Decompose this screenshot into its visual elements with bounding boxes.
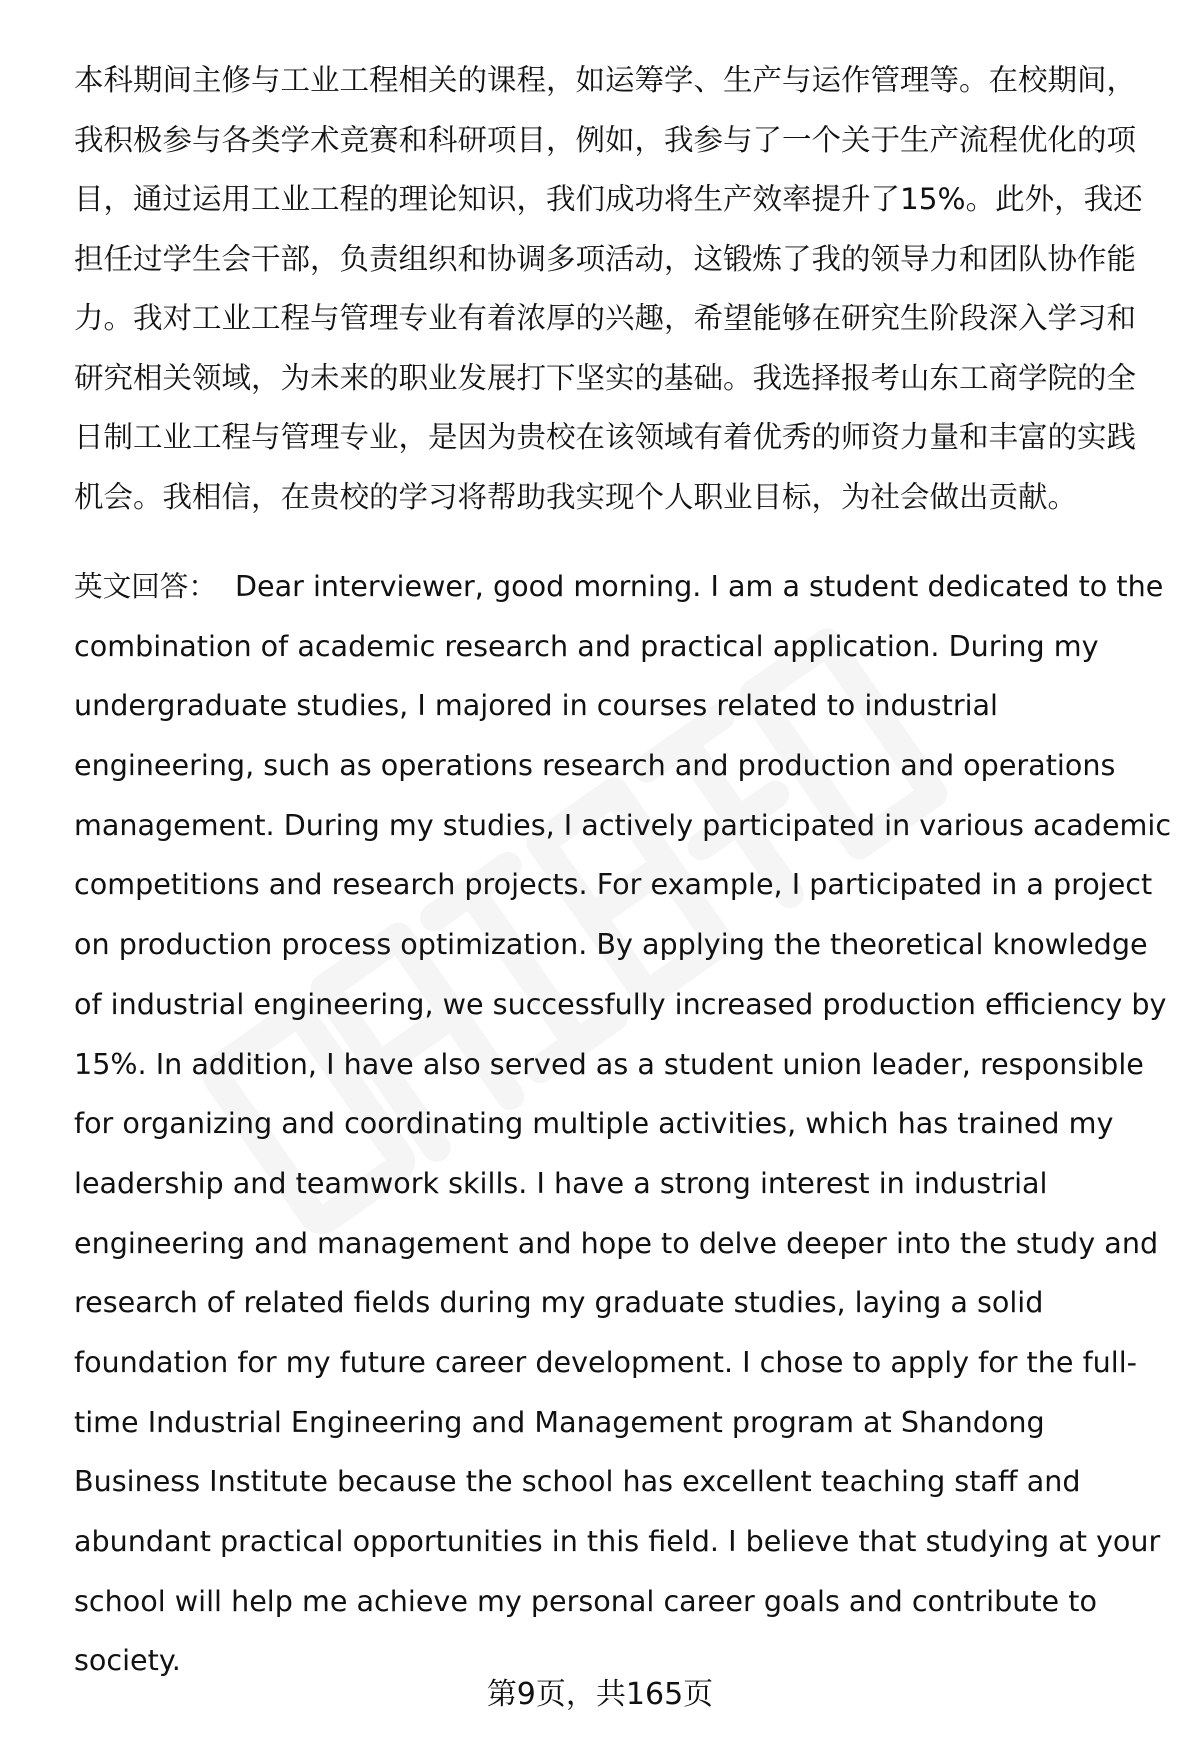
english-answer-line: research of related fields during my graduate studies, laying a solid <box>74 1285 1044 1320</box>
chinese-answer-line: 我积极参与各类学术竞赛和科研项目，例如，我参与了一个关于生产流程优化的项 <box>74 122 1137 157</box>
english-answer-line: 15%. In addition, I have also served as a student union leader, responsible <box>74 1046 1144 1081</box>
english-answer-line: engineering and management and hope to delve deeper into the study and <box>74 1225 1159 1260</box>
english-answer-line: engineering, such as operations research and production and operations <box>74 748 1116 783</box>
english-answer-line: society. <box>74 1643 181 1678</box>
english-answer-line: foundation for my future career development. I chose to apply for the full- <box>74 1344 1137 1379</box>
english-answer-label: 英文回答： <box>74 569 217 603</box>
page-indicator: 第9页，共165页 <box>486 1677 714 1712</box>
chinese-answer-paragraph <box>74 51 1156 527</box>
chinese-answer-line: 机会。我相信，在贵校的学习将帮助我实现个人职业目标，为社会做出贡献。 <box>74 479 1078 514</box>
english-answer-line: undergraduate studies, I majored in courses related to industrial <box>74 688 999 723</box>
chinese-answer-line: 目，通过运用工业工程的理论知识，我们成功将生产效率提升了15%。此外，我还 <box>74 182 1143 216</box>
english-answer-line: of industrial engineering, we successfully increased production efficiency by <box>74 986 1167 1021</box>
english-answer-line: leadership and teamwork skills. I have a strong interest in industrial <box>74 1165 1048 1200</box>
chinese-answer-line: 研究相关领域，为未来的职业发展打下坚实的基础。我选择报考山东工商学院的全 <box>74 360 1137 395</box>
chinese-answer-line: 本科期间主修与工业工程相关的课程，如运筹学、生产与运作管理等。在校期间， <box>74 63 1137 97</box>
english-answer-line: on production process optimization. By applying the theoretical knowledge <box>74 927 1148 962</box>
english-answer-paragraph <box>74 557 1172 1691</box>
english-answer-line: for organizing and coordinating multiple activities, which has trained my <box>74 1106 1114 1141</box>
chinese-answer-line: 力。我对工业工程与管理专业有着浓厚的兴趣，希望能够在研究生阶段深入学习和 <box>74 301 1137 335</box>
english-answer-line: competitions and research projects. For example, I participated in a project <box>74 867 1153 902</box>
chinese-answer-line: 担任过学生会干部，负责组织和协调多项活动，这锻炼了我的领导力和团队协作能 <box>74 241 1137 276</box>
english-answer-line: time Industrial Engineering and Management program at Shandong <box>74 1404 1045 1439</box>
english-answer-first-line-text: Dear interviewer, good morning. I am a student dedicated to the <box>234 569 1164 603</box>
chinese-answer-line: 日制工业工程与管理专业，是因为贵校在该领域有着优秀的师资力量和丰富的实践 <box>74 420 1137 454</box>
english-answer-first-line <box>74 557 1164 617</box>
english-answer-line: school will help me achieve my personal career goals and contribute to <box>74 1583 1097 1618</box>
english-answer-line: Business Institute because the school has excellent teaching staff and <box>74 1464 1081 1499</box>
english-answer-line: combination of academic research and practical application. During my <box>74 628 1099 663</box>
english-answer-line: management. During my studies, I actively participated in various academic <box>74 807 1172 842</box>
english-answer-line: abundant practical opportunities in this field. I believe that studying at your <box>74 1524 1161 1558</box>
